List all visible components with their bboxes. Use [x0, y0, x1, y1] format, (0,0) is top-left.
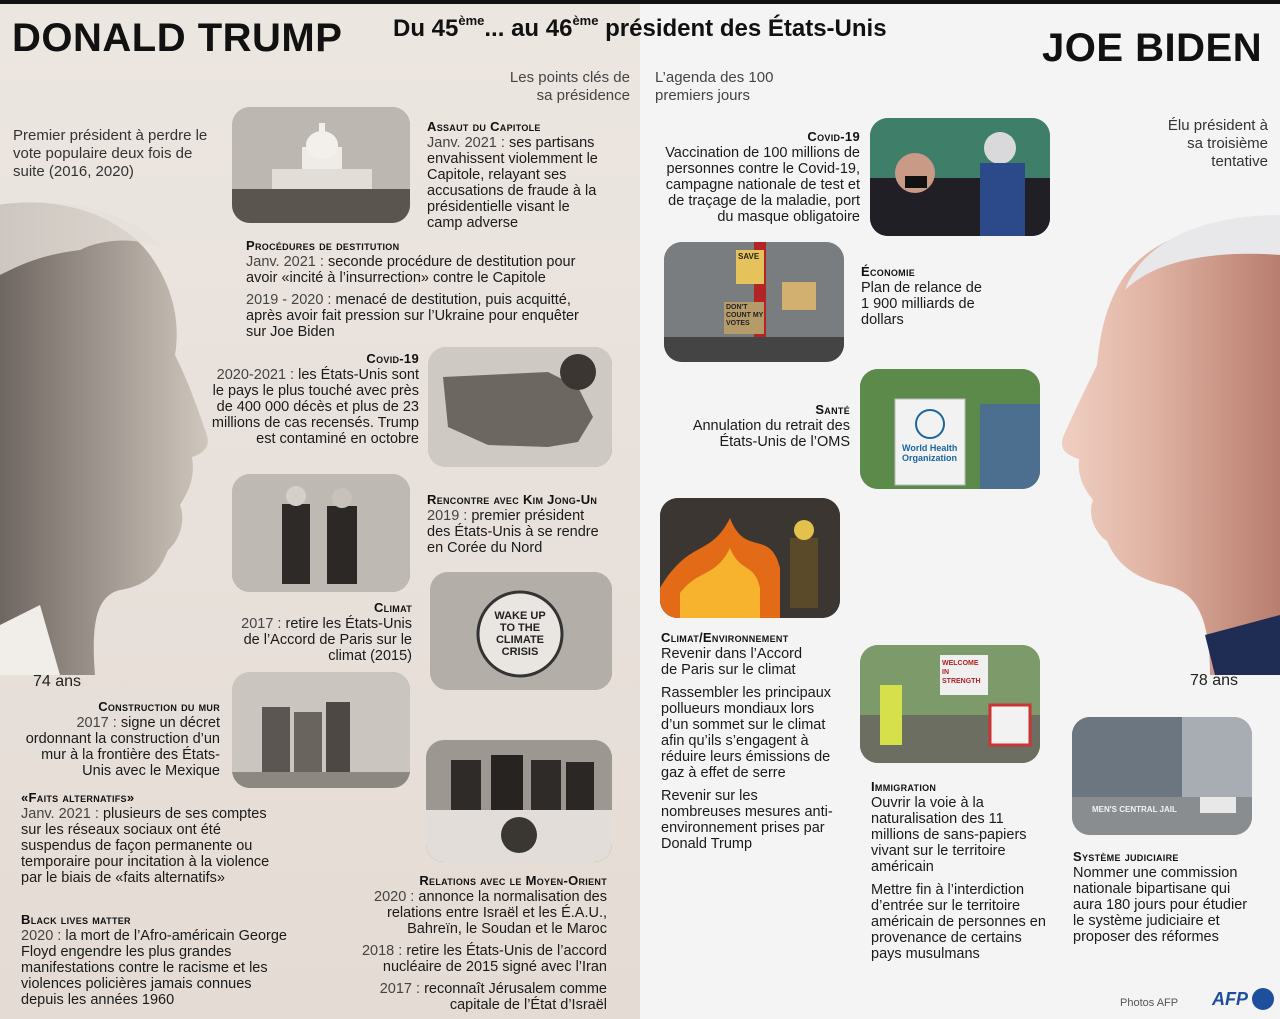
wall-illustration	[232, 672, 410, 788]
item-text: Revenir sur les nombreuses mesures anti-environnement prises par Donald Trump	[661, 788, 833, 852]
item-date: 2020 :	[21, 928, 62, 944]
item-text: Ouvrir la voie à la naturalisation des 11 millions de sans-papiers vivant sur le territoire américain	[871, 795, 1027, 875]
wildfire-photo	[660, 498, 840, 618]
us-map-illustration	[428, 347, 612, 467]
item-date: 2017 :	[241, 616, 282, 632]
covid-map-photo	[428, 347, 612, 467]
biden-item-covid	[650, 129, 860, 225]
trump-name: DONALD TRUMP	[12, 16, 343, 60]
item-title: Covid-19	[366, 351, 419, 366]
item-text: ses partisans envahissent violemment le Capitole, relayant ses accusations de fraude à la présidentielle visant le camp adverse	[427, 135, 598, 231]
item-impeachment	[246, 238, 606, 340]
item-title: Black lives matter	[21, 912, 131, 927]
jail-illustration	[1072, 717, 1252, 835]
item-date: 2020 :	[374, 889, 415, 905]
item-title: «Faits alternatifs»	[21, 790, 135, 805]
vaccination-photo	[870, 118, 1050, 236]
item-date: 2018 :	[361, 943, 403, 959]
trump-subtitle: Les points clés de sa présidence	[509, 69, 630, 104]
item-text: Plan de relance de 1 900 milliards de dollars	[861, 280, 982, 328]
item-text: Rassembler les principaux pollueurs mondiaux lors d’un sommet sur le climat afin qu’ils s’engagent à réduire leurs émissions de gaz à effet de serre	[661, 685, 832, 781]
headline-part: Du 45	[393, 15, 459, 42]
headline-part: ... au 46	[484, 15, 573, 42]
afp-logo-text: AFP	[1212, 988, 1248, 1009]
immigration-protest-photo	[860, 645, 1040, 763]
item-date: 2020-2021 :	[216, 367, 295, 383]
item-date: 2019 - 2020 :	[246, 292, 332, 308]
item-date: Janv. 2021 :	[427, 135, 505, 151]
item-text: Nommer une commission nationale bipartisane qui aura 180 jours pour étudier le système judiciaire et proposer des réformes	[1073, 865, 1248, 945]
welcome-sign-text: WELCOME IN STRENGTH	[942, 660, 981, 685]
biden-item-justice	[1073, 849, 1258, 945]
headline-sup: ème	[572, 13, 599, 28]
item-title: Rencontre avec Kim Jong-Un	[427, 492, 598, 507]
biden-intro: Élu président à sa troisième tentative	[1167, 117, 1268, 170]
afp-globe-icon	[1252, 988, 1274, 1010]
item-text: les États-Unis sont le pays le plus touché avec près de 400 000 décès et plus de 23 millions de cas recensés. Trump est contaminé en octobre	[211, 367, 419, 447]
item-title: Santé	[815, 402, 850, 417]
who-photo	[860, 369, 1040, 489]
item-text: Revenir dans l’Accord de Paris sur le climat	[661, 646, 803, 678]
item-date: 2017 :	[379, 981, 421, 997]
biden-subtitle: L’agenda des 100 premiers jours	[655, 69, 774, 104]
item-middle-east	[345, 873, 607, 1013]
biden-portrait	[1045, 215, 1280, 675]
wakeup-sign-text: WAKE UP TO THE CLIMATE CRISIS	[494, 610, 546, 658]
biden-item-economy	[861, 264, 991, 328]
border-wall-photo	[232, 672, 410, 788]
item-date: 2019 :	[427, 508, 468, 524]
save-sign-text: SAVE	[738, 252, 760, 261]
item-kim	[427, 492, 635, 556]
top-rule	[0, 0, 1280, 4]
item-text: annonce la normalisation des relations entre Israël et les É.A.U., Bahreïn, le Soudan et le Maroc	[386, 889, 607, 937]
item-climate	[228, 600, 412, 664]
photo-credit: Photos AFP	[1120, 997, 1179, 1009]
item-title: Climat	[373, 600, 412, 615]
item-wall	[16, 699, 220, 779]
item-text: seconde procédure de destitution pour avoir «incité à l’insurrection» contre le Capitole	[246, 254, 576, 286]
item-text: la mort de l’Afro-américain George Floyd engendre les plus grandes manifestations contre le racisme et les violences policières jamais connues depuis les années 1960	[21, 928, 287, 1008]
biden-item-immigration	[871, 779, 1056, 962]
trump-intro: Premier président à perdre le vote populaire deux fois de suite (2016, 2020)	[13, 127, 208, 180]
item-title: Système judiciaire	[1073, 849, 1179, 864]
biden-item-climate	[661, 630, 841, 852]
headline-sup: ème	[458, 13, 485, 28]
item-text: Annulation du retrait des États-Unis de l’OMS	[692, 418, 850, 450]
biden-item-health	[690, 402, 850, 450]
item-capitol	[427, 119, 607, 231]
middle-east-photo	[426, 740, 612, 862]
jail-photo	[1072, 717, 1252, 835]
vote-sign-text: DON'T COUNT MY VOTES	[726, 304, 764, 327]
capitol-photo	[232, 107, 410, 223]
item-text: retire les États-Unis de l’Accord de Paris sur le climat (2015)	[243, 616, 412, 664]
item-date: Janv. 2021 :	[21, 806, 99, 822]
vaccination-illustration	[870, 118, 1050, 236]
item-text: plusieurs de ses comptes sur les réseaux sociaux ont été suspendus de façon permanente ou temporaire pour incitation à la violence par le biais de «faits alternatifs»	[21, 806, 270, 886]
item-text: Mettre fin à l’interdiction d’entrée sur le territoire américain de personnes en provenance de certains pays musulmans	[871, 882, 1046, 962]
item-text: Vaccination de 100 millions de personnes contre le Covid-19, campagne nationale de test et de traçage de la maladie, port du masque obligatoire	[665, 145, 860, 225]
biden-age: 78 ans	[1190, 672, 1239, 689]
who-sign-text: World Health Organization	[902, 443, 958, 463]
item-text: signe un décret ordonnant la construction d’un mur à la frontière des États-Unis avec le Mexique	[25, 715, 220, 779]
item-text: premier président des États-Unis à se rendre en Corée du Nord	[427, 508, 599, 556]
item-text: retire les États-Unis de l’accord nucléaire de 2015 signé avec l’Iran	[382, 943, 607, 975]
main-headline	[393, 15, 887, 43]
headline-part: président des États-Unis	[598, 15, 887, 42]
item-title: Construction du mur	[98, 699, 220, 714]
capitol-illustration	[232, 107, 410, 223]
item-title: Immigration	[871, 779, 937, 794]
balcony-illustration	[426, 740, 612, 862]
jail-sign-text: MEN'S CENTRAL JAIL	[1092, 805, 1177, 814]
economy-protest-photo	[664, 242, 844, 362]
item-alternative-facts	[21, 790, 271, 886]
trump-age: 74 ans	[33, 673, 82, 690]
kim-meeting-photo	[232, 474, 410, 592]
item-title: Économie	[861, 264, 916, 279]
item-title: Covid-19	[807, 129, 860, 144]
item-date: Janv. 2021 :	[246, 254, 324, 270]
item-covid	[205, 351, 419, 447]
item-text: menacé de destitution, puis acquitté, après avoir fait pression sur l’Ukraine pour enquêter sur Joe Biden	[246, 292, 579, 340]
item-text: reconnaît Jérusalem comme capitale de l’État d’Israël	[424, 981, 607, 1013]
two-leaders-illustration	[232, 474, 410, 592]
climate-protest-photo	[430, 572, 612, 690]
fire-illustration	[660, 498, 840, 618]
item-title: Procédures de destitution	[246, 238, 400, 253]
item-title: Climat/Environnement	[661, 630, 789, 645]
item-blm	[21, 912, 291, 1008]
item-date: 2017 :	[76, 715, 117, 731]
who-illustration	[860, 369, 1040, 489]
item-title: Assaut du Capitole	[427, 119, 541, 134]
biden-name: JOE BIDEN	[1042, 26, 1263, 70]
item-title: Relations avec le Moyen-Orient	[419, 873, 607, 888]
trump-portrait	[0, 195, 215, 675]
afp-logo	[1212, 988, 1274, 1010]
